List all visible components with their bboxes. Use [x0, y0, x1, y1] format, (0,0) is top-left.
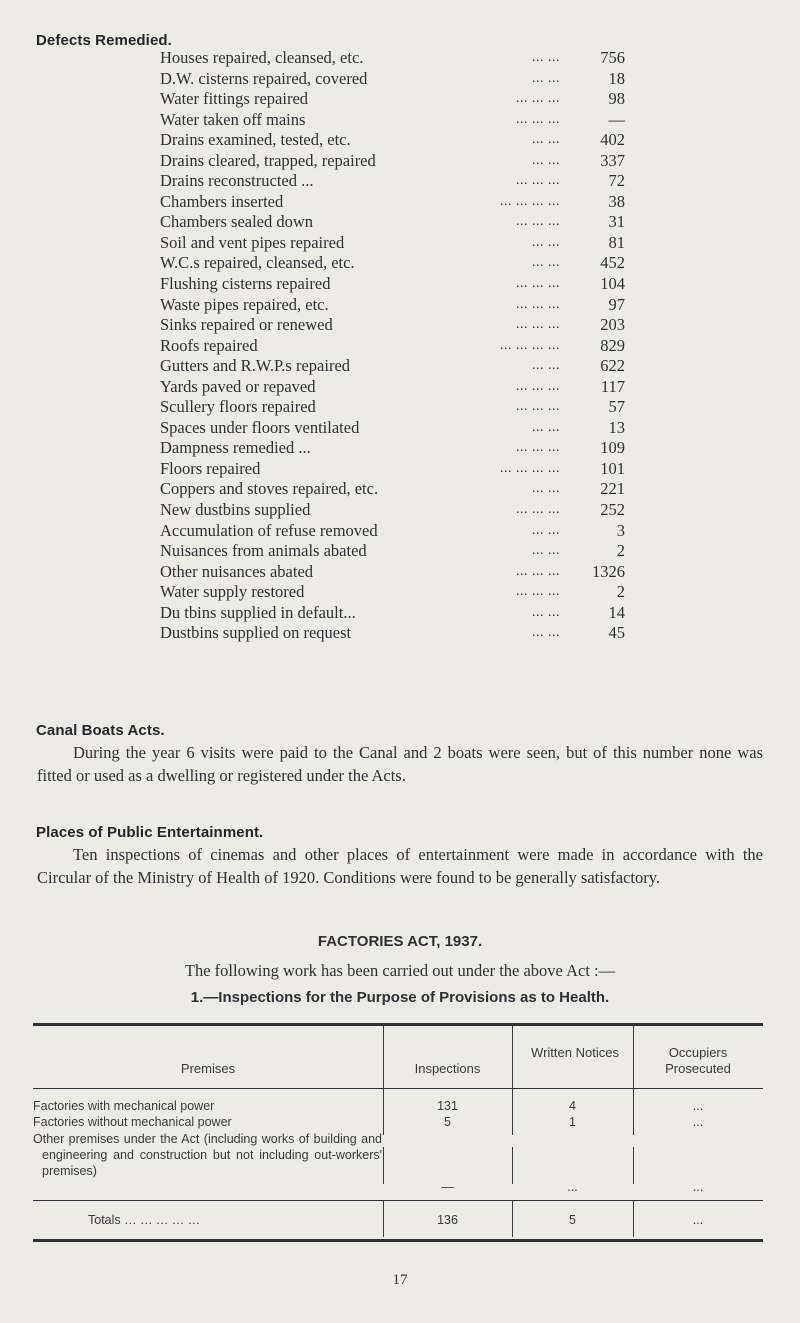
totals-label-text: Totals [88, 1213, 121, 1227]
leader-dots: ... ... ... [516, 317, 560, 333]
defect-label: Other nuisances abated [160, 561, 314, 581]
defect-row [160, 48, 630, 69]
defect-label: Water taken off mains [160, 109, 306, 129]
public-entertainment-paragraph [37, 844, 763, 889]
defect-row [160, 233, 630, 254]
defect-row [160, 521, 630, 542]
header-inspections: Inspections [414, 1061, 481, 1076]
defect-row [160, 623, 630, 644]
defect-label: Drains reconstructed ... [160, 171, 314, 191]
defect-value: 14 [608, 602, 625, 622]
defect-value: 2 [616, 582, 625, 602]
row-inspections: 131 [437, 1099, 458, 1113]
leader-dots: ... ... [532, 358, 560, 374]
factories-intro: The following work has been carried out under the above Act :— [184, 961, 616, 980]
leader-dots: ... ... ... [516, 584, 560, 600]
defect-label: Dampness remedied ... [160, 438, 311, 458]
row-prosecuted: ... [692, 1115, 704, 1129]
defect-row [160, 151, 630, 172]
defect-label: Du tbins supplied in default... [160, 602, 356, 622]
row-inspections: — [441, 1180, 454, 1194]
leader-dots: ... ... ... [516, 91, 560, 107]
header-premises: Premises [180, 1061, 236, 1076]
defect-label: Drains examined, tested, etc. [160, 130, 351, 150]
table-bottom-rule [33, 1239, 763, 1242]
row-inspections: 5 [444, 1115, 451, 1129]
row-premises: Factories with mechanical power [33, 1099, 215, 1113]
leader-dots: ... ... [532, 481, 560, 497]
factories-title: FACTORIES ACT, 1937. [317, 933, 483, 950]
defect-row [160, 110, 630, 131]
defect-row [160, 541, 630, 562]
defect-label: Accumulation of refuse removed [160, 520, 378, 540]
defect-label: Water fittings repaired [160, 89, 309, 109]
defect-value: 829 [600, 335, 625, 355]
defect-value: 45 [608, 623, 625, 643]
defect-row [160, 274, 630, 295]
defect-label: Soil and vent pipes repaired [160, 232, 345, 252]
defect-label: Chambers sealed down [160, 212, 314, 232]
row-notices: 4 [569, 1099, 576, 1113]
leader-dots: ... ... [532, 50, 560, 65]
leader-dots: ... ... [532, 543, 560, 559]
row-premises: Factories without mechanical power [33, 1115, 232, 1129]
leader-dots: ... ... [532, 419, 560, 435]
totals-label: Totals ... ... ... ... ... [88, 1213, 201, 1227]
defect-row [160, 69, 630, 90]
defect-row [160, 130, 630, 151]
defect-value: 203 [600, 315, 625, 335]
leader-dots: ... ... ... [516, 214, 560, 230]
leader-dots: ... ... [532, 132, 560, 148]
leader-dots: ... ... ... [516, 378, 560, 394]
defect-label: Scullery floors repaired [160, 397, 316, 417]
defect-label: Roofs repaired [160, 335, 258, 355]
defect-label: D.W. cisterns repaired, covered [160, 68, 368, 88]
defect-label: Drains cleared, trapped, repaired [160, 150, 376, 170]
defect-label: Water supply restored [160, 582, 305, 602]
defect-label: Sinks repaired or renewed [160, 315, 333, 335]
defect-row [160, 171, 630, 192]
factories-subtitle: 1.—Inspections for the Purpose of Provisions as to Health. [190, 989, 610, 1006]
defects-heading: Defects Remedied. [36, 32, 172, 49]
leader-dots: ... ... ... ... [500, 460, 560, 476]
defect-value: 756 [600, 48, 625, 67]
defect-row [160, 192, 630, 213]
totals-prosecuted: ... [692, 1213, 704, 1227]
defect-value: 57 [608, 397, 625, 417]
defect-label: Waste pipes repaired, etc. [160, 294, 329, 314]
defect-value: 402 [600, 130, 625, 150]
defect-value: 38 [608, 191, 625, 211]
defect-value: 81 [608, 232, 625, 252]
leader-dots: ... ... ... [516, 563, 560, 579]
defect-row [160, 459, 630, 480]
leader-dots: ... ... ... ... [500, 337, 560, 353]
defect-label: Houses repaired, cleansed, etc. [160, 48, 364, 67]
leader-dots: ... ... [532, 234, 560, 250]
totals-inspections: 136 [437, 1213, 458, 1227]
defect-row [160, 582, 630, 603]
row-prosecuted: ... [692, 1099, 704, 1113]
defect-value: — [608, 109, 625, 129]
leader-dots: ... ... [532, 70, 560, 86]
defect-value: 72 [608, 171, 625, 191]
defect-value: 337 [600, 150, 625, 170]
row-premises: Other premises under the Act (including works of building and engineering and construction but not including out-workers' premises) [33, 1132, 382, 1178]
public-entertainment-heading: Places of Public Entertainment. [36, 824, 264, 841]
defect-row [160, 418, 630, 439]
leader-dots: ... ... ... [516, 276, 560, 292]
defect-value: 31 [608, 212, 625, 232]
defects-list [160, 48, 630, 644]
leader-dots: ... ... ... [516, 502, 560, 518]
header-occupiers-prosecuted: Occupiers Prosecuted [665, 1045, 731, 1076]
defect-row [160, 89, 630, 110]
canal-boats-paragraph [37, 742, 763, 787]
leader-dots: ... ... ... ... [500, 193, 560, 209]
defect-row [160, 377, 630, 398]
row-notices: 1 [569, 1115, 576, 1129]
defect-value: 1326 [592, 561, 625, 581]
defect-value: 622 [600, 356, 625, 376]
leader-dots: ... ... [532, 522, 560, 538]
defect-value: 13 [608, 417, 625, 437]
defect-value: 221 [600, 479, 625, 499]
totals-notices: 5 [569, 1213, 576, 1227]
defect-value: 3 [616, 520, 625, 540]
defect-row [160, 295, 630, 316]
canal-boats-text: During the year 6 visits were paid to the Canal and 2 boats were seen, but of this number none was fitted or used as a dwelling or registered under the Acts. [37, 743, 763, 785]
defect-row [160, 336, 630, 357]
defect-value: 101 [600, 458, 625, 478]
defect-value: 18 [608, 68, 625, 88]
defect-row [160, 500, 630, 521]
defect-value: 104 [600, 274, 625, 294]
page-number: 17 [392, 1272, 408, 1288]
defect-row [160, 479, 630, 500]
leader-dots: ... ... [532, 255, 560, 271]
defect-label: W.C.s repaired, cleansed, etc. [160, 253, 355, 273]
defect-row [160, 253, 630, 274]
defect-value: 97 [608, 294, 625, 314]
defect-label: Nuisances from animals abated [160, 541, 367, 561]
defect-row [160, 438, 630, 459]
leader-dots: ... ... ... [516, 399, 560, 415]
table-totals-rule [33, 1200, 763, 1201]
canal-boats-heading: Canal Boats Acts. [36, 722, 165, 739]
defect-label: Coppers and stoves repaired, etc. [160, 479, 379, 499]
table-top-rule [33, 1023, 763, 1026]
leader-dots: ... ... ... [516, 111, 560, 127]
defect-row [160, 397, 630, 418]
defect-row [160, 212, 630, 233]
defect-row [160, 356, 630, 377]
defect-row [160, 315, 630, 336]
defect-value: 109 [600, 438, 625, 458]
table-header-rule [33, 1088, 763, 1089]
row-prosecuted: ... [692, 1180, 704, 1194]
defect-label: Spaces under floors ventilated [160, 417, 360, 437]
defect-value: 252 [600, 500, 625, 520]
defect-label: Floors repaired [160, 458, 261, 478]
defect-value: 2 [616, 541, 625, 561]
defect-label: Flushing cisterns repaired [160, 274, 331, 294]
header-written-notices: Written Notices [531, 1045, 619, 1060]
leader-dots: ... ... [532, 604, 560, 620]
leader-dots: ... ... [532, 152, 560, 168]
defect-value: 117 [600, 376, 625, 396]
leader-dots: ... ... ... [516, 173, 560, 189]
defect-value: 452 [600, 253, 625, 273]
leader-dots: ... ... ... [516, 296, 560, 312]
leader-dots: ... ... [532, 625, 560, 641]
row-notices: ... [567, 1180, 578, 1194]
defect-label: Gutters and R.W.P.s repaired [160, 356, 351, 376]
defect-label: New dustbins supplied [160, 500, 311, 520]
defect-label: Yards paved or repaved [160, 376, 316, 396]
defect-row [160, 603, 630, 624]
defect-value: 98 [608, 89, 625, 109]
defect-row [160, 562, 630, 583]
leader-dots: ... ... ... [516, 440, 560, 456]
defect-label: Chambers inserted [160, 191, 284, 211]
defect-label: Dustbins supplied on request [160, 623, 352, 643]
public-entertainment-text: Ten inspections of cinemas and other places of entertainment were made in accordance with the Circular of the Ministry of Health of 1920. Conditions were found to be generally satisfactory. [37, 845, 763, 887]
